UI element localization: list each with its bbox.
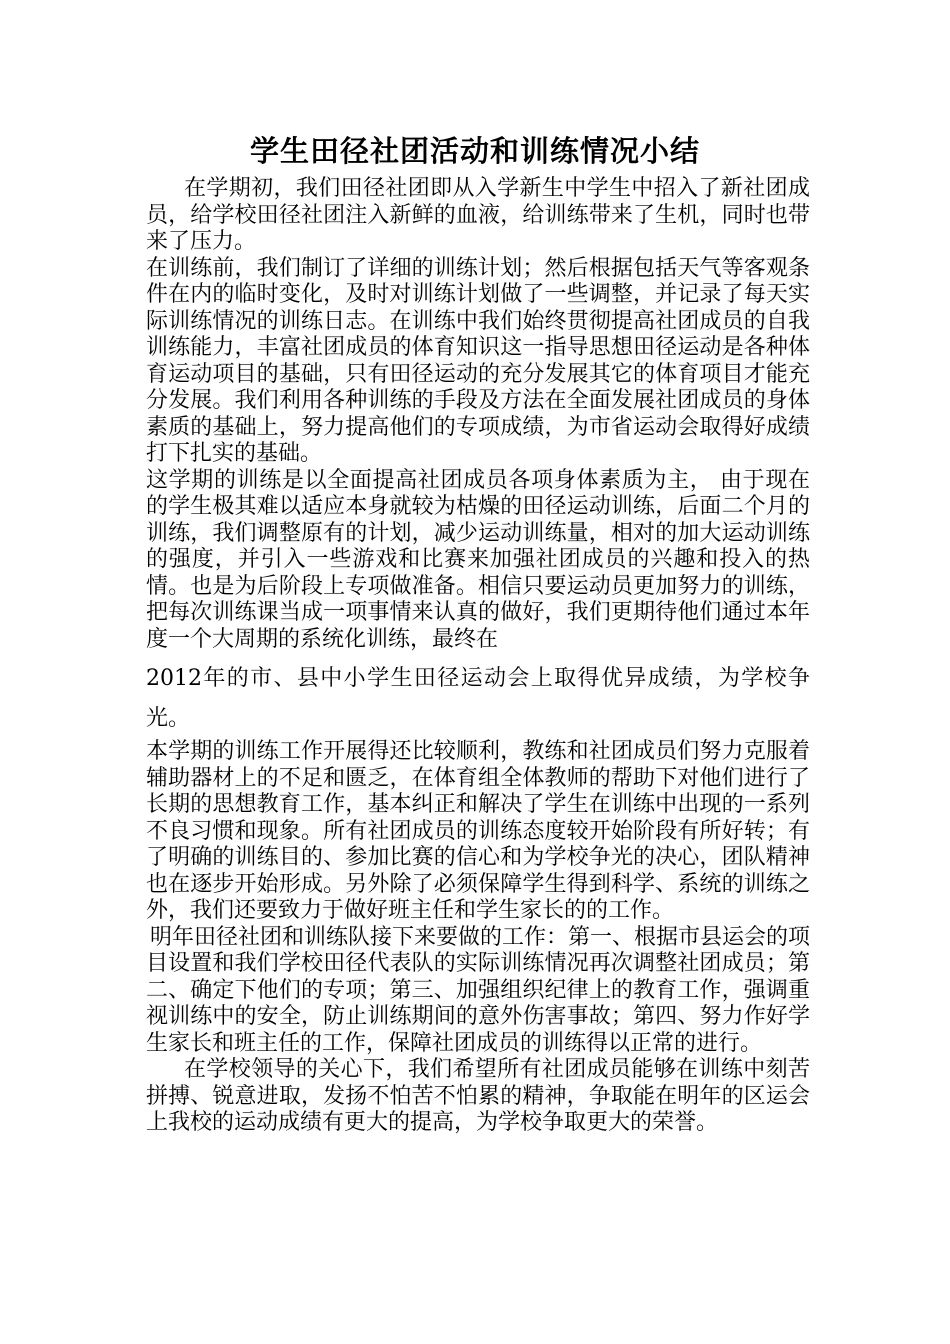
document-title: 学生田径社团活动和训练情况小结: [249, 134, 700, 168]
paragraph-intro: 在学期初，我们田径社团即从入学新生中学生中招入了新社团成员，给学校田径社团注入新鲜的血液，给训练带来了生机，同时也带来了压力。: [146, 176, 810, 254]
paragraph-work-progress: 本学期的训练工作开展得还比较顺利，教练和社团成员们努力克服着辅助器材上的不足和匮乏，在体育组全体教师的帮助下对他们进行了长期的思想教育工作，基本纠正和解决了学生在训练中出现的一系列不良习惯和现象。所有社团成员的训练态度较开始阶段有所好转；有了明确的训练目的、参加比赛的信心和为学校争光的决心，团队精神也在逐步开始形成。另外除了必须保障学生得到科学、系统的训练之外，我们还要致力于做好班主任和学生家长的的工作。: [146, 739, 810, 923]
document-body: [146, 176, 810, 1137]
paragraph-semester-training: 这学期的训练是以全面提高社团成员各项身体素质为主， 由于现在的学生极其难以适应本身就较为枯燥的田径运动训练，后面二个月的训练，我们调整原有的计划，减少运动训练量，相对的加大运动训练的强度，并引入一些游戏和比赛来加强社团成员的兴趣和投入的热情。也是为后阶段上专项做准备。相信只要运动员更加努力的训练，把每次训练课当成一项事情来认真的做好，我们更期待他们通过本年度一个大周期的系统化训练，最终在: [146, 467, 810, 652]
paragraph-next-year-plan: 明年田径社团和训练队接下来要做的工作：第一、根据市县运会的项目设置和我们学校田径代表队的实际训练情况再次调整社团成员；第二、确定下他们的专项；第三、加强组织纪律上的教育工作，强调重视训练中的安全，防止训练期间的意外伤害事故；第四、努力作好学生家长和班主任的工作，保障社团成员的训练得以正常的进行。: [146, 924, 811, 1056]
paragraph-closing: 在学校领导的关心下，我们希望所有社团成员能够在训练中刻苦拼搏、锐意进取，发扬不怕苦不怕累的精神，争取能在明年的区运会上我校的运动成绩有更大的提高，为学校争取更大的荣誉。: [146, 1057, 810, 1135]
paragraph-2012-goal: 2012年的市、县中小学生田径运动会上取得优异成绩，为学校争光。: [146, 666, 810, 731]
paragraph-training-plan: 在训练前，我们制订了详细的训练计划；然后根据包括天气等客观条件在内的临时变化，及时对训练计划做了一些调整，并记录了每天实际训练情况的训练日志。在训练中我们始终贯彻提高社团成员的自我训练能力，丰富社团成员的体育知识这一指导思想田径运动是各种体育运动项目的基础，只有田径运动的充分发展其它的体育项目才能充分发展。我们利用各种训练的手段及方法在全面发展社团成员的身体素质的基础上，努力提高他们的专项成绩，为市省运动会取得好成绩打下扎实的基础。: [146, 255, 810, 466]
